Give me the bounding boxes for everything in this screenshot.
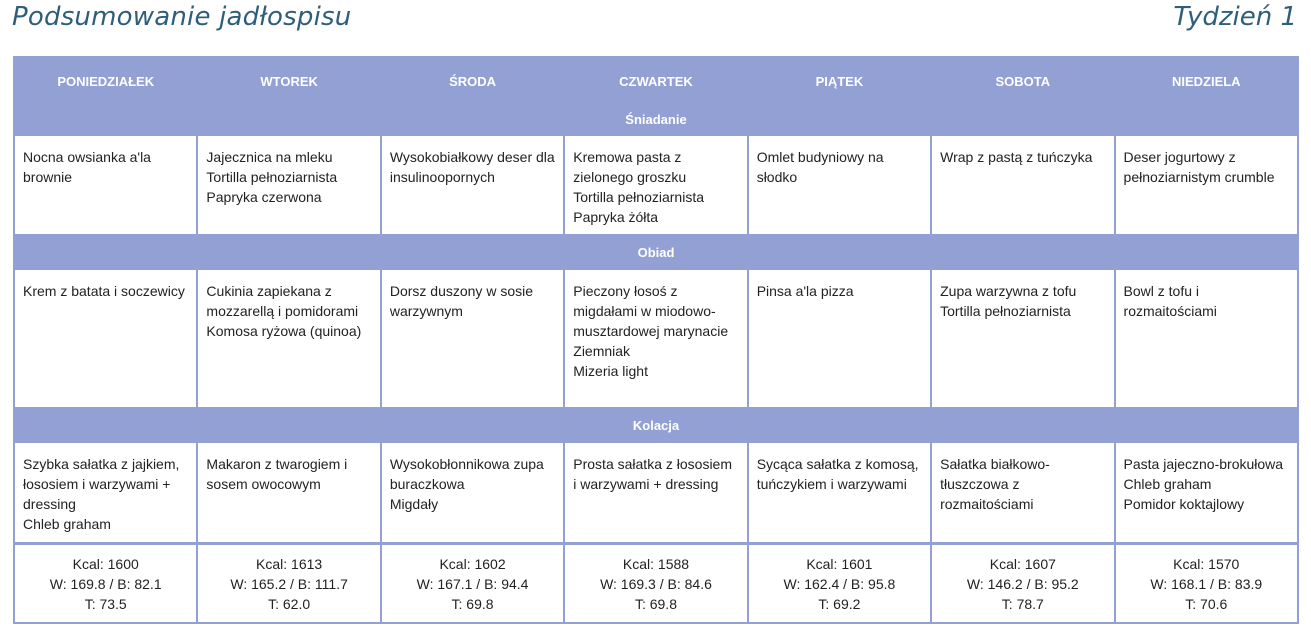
meal-item: Wysokobłonnikowa zupa buraczkowa bbox=[389, 456, 544, 492]
meal-row-breakfast bbox=[14, 135, 1298, 235]
meal-item: Pasta jajeczno-brokułowa bbox=[1123, 456, 1284, 472]
kcal-value: Kcal: 1602 bbox=[439, 556, 506, 572]
meal-item: Prosta sałatka z łososiem i warzywami + dressing bbox=[573, 456, 732, 492]
macro-wb-value: W: 168.1 / B: 83.9 bbox=[1150, 576, 1263, 592]
macro-t-value: T: 78.7 bbox=[1001, 596, 1044, 612]
meal-item: Papryka żółta bbox=[573, 209, 659, 225]
macro-t-value: T: 69.2 bbox=[818, 596, 861, 612]
day-header-monday: PONIEDZIAŁEK bbox=[14, 57, 197, 104]
meal-item: Pieczony łosoś z migdałami w miodowo-musztardowej marynacie bbox=[573, 283, 729, 339]
page-title: Podsumowanie jadłospisu bbox=[12, 2, 352, 32]
macro-t-value: T: 73.5 bbox=[84, 596, 127, 612]
kcal-value: Kcal: 1570 bbox=[1173, 556, 1240, 572]
meal-item: Zupa warzywna z tofu bbox=[940, 283, 1077, 299]
meal-cell bbox=[1115, 442, 1298, 544]
day-header-tuesday: WTOREK bbox=[197, 57, 380, 104]
day-header-thursday: CZWARTEK bbox=[564, 57, 747, 104]
totals-cell bbox=[931, 544, 1114, 624]
totals-cell bbox=[564, 544, 747, 624]
meal-item: Cukinia zapiekana z mozzarellą i pomidorami bbox=[206, 283, 359, 319]
kcal-value: Kcal: 1601 bbox=[806, 556, 873, 572]
macro-t-value: T: 69.8 bbox=[451, 596, 494, 612]
macro-wb-value: W: 169.8 / B: 82.1 bbox=[49, 576, 162, 592]
meal-cell bbox=[14, 442, 197, 544]
meal-cell bbox=[748, 442, 931, 544]
days-header-row bbox=[14, 57, 1298, 104]
meal-item: Papryka czerwona bbox=[206, 189, 322, 205]
meal-cell bbox=[381, 269, 564, 408]
meal-cell bbox=[931, 135, 1114, 235]
meal-item: Sycąca sałatka z komosą, tuńczykiem i warzywami bbox=[756, 456, 919, 492]
totals-cell bbox=[14, 544, 197, 624]
kcal-value: Kcal: 1607 bbox=[989, 556, 1056, 572]
meal-cell bbox=[1115, 269, 1298, 408]
meal-row-lunch bbox=[14, 269, 1298, 408]
meal-cell bbox=[931, 442, 1114, 544]
meal-item: Szybka sałatka z jajkiem, łososiem i warzywami + dressing bbox=[23, 456, 180, 512]
meal-cell bbox=[14, 135, 197, 235]
meal-item: Tortilla pełnoziarnista bbox=[940, 303, 1071, 319]
meal-item: Komosa ryżowa (quinoa) bbox=[206, 323, 362, 339]
macro-wb-value: W: 146.2 / B: 95.2 bbox=[966, 576, 1079, 592]
meal-item: Jajecznica na mleku bbox=[206, 149, 333, 165]
meal-item: Pomidor koktajlowy bbox=[1123, 496, 1245, 512]
totals-cell bbox=[748, 544, 931, 624]
macro-wb-value: W: 165.2 / B: 111.7 bbox=[230, 576, 348, 592]
section-label-dinner: Kolacja bbox=[14, 408, 1298, 442]
meal-item: Deser jogurtowy z pełnoziarnistym crumble bbox=[1123, 149, 1275, 185]
totals-cell bbox=[197, 544, 380, 624]
section-row-lunch bbox=[14, 235, 1298, 269]
meal-cell bbox=[197, 269, 380, 408]
macro-wb-value: W: 162.4 / B: 95.8 bbox=[783, 576, 896, 592]
meal-cell bbox=[748, 269, 931, 408]
day-header-saturday: SOBOTA bbox=[931, 57, 1114, 104]
meal-item: Migdały bbox=[389, 496, 439, 512]
macro-wb-value: W: 167.1 / B: 94.4 bbox=[416, 576, 529, 592]
macro-t-value: T: 62.0 bbox=[268, 596, 311, 612]
meal-cell bbox=[748, 135, 931, 235]
meal-cell bbox=[564, 135, 747, 235]
meal-item: Bowl z tofu i rozmaitościami bbox=[1123, 283, 1217, 319]
meal-item: Sałatka białkowo-tłuszczowa z rozmaitościami bbox=[940, 456, 1050, 512]
macro-t-value: T: 70.6 bbox=[1185, 596, 1228, 612]
section-row-breakfast bbox=[14, 104, 1298, 135]
meal-cell bbox=[381, 135, 564, 235]
meal-item: Makaron z twarogiem i sosem owocowym bbox=[206, 456, 348, 492]
macro-t-value: T: 69.8 bbox=[634, 596, 677, 612]
meal-cell bbox=[564, 442, 747, 544]
menu-table bbox=[13, 56, 1299, 624]
meal-item: Dorsz duszony w sosie warzywnym bbox=[389, 283, 534, 319]
totals-row bbox=[14, 544, 1298, 624]
day-header-friday: PIĄTEK bbox=[748, 57, 931, 104]
day-header-wednesday: ŚRODA bbox=[381, 57, 564, 104]
meal-item: Nocna owsianka a'la brownie bbox=[23, 149, 151, 185]
meal-row-dinner bbox=[14, 442, 1298, 544]
meal-item: Chleb graham bbox=[1123, 476, 1212, 492]
kcal-value: Kcal: 1600 bbox=[72, 556, 139, 572]
totals-cell bbox=[381, 544, 564, 624]
kcal-value: Kcal: 1613 bbox=[256, 556, 323, 572]
meal-cell bbox=[14, 269, 197, 408]
totals-cell bbox=[1115, 544, 1298, 624]
meal-item: Krem z batata i soczewicy bbox=[23, 283, 185, 299]
week-label: Tydzień 1 bbox=[1173, 2, 1297, 32]
meal-item: Wrap z pastą z tuńczyka bbox=[940, 149, 1093, 165]
section-row-dinner bbox=[14, 408, 1298, 442]
section-label-breakfast: Śniadanie bbox=[14, 104, 1298, 135]
meal-cell bbox=[381, 442, 564, 544]
meal-item: Omlet budyniowy na słodko bbox=[756, 149, 884, 185]
meal-item: Ziemniak bbox=[573, 343, 631, 359]
meal-item: Wysokobiałkowy deser dla insulinoopornych bbox=[389, 149, 555, 185]
meal-cell bbox=[1115, 135, 1298, 235]
meal-cell bbox=[197, 442, 380, 544]
meal-item: Chleb graham bbox=[23, 516, 111, 532]
day-header-sunday: NIEDZIELA bbox=[1115, 57, 1298, 104]
meal-item: Mizeria light bbox=[573, 363, 648, 379]
meal-item: Pinsa a'la pizza bbox=[756, 283, 854, 299]
meal-item: Tortilla pełnoziarnista bbox=[206, 169, 338, 185]
kcal-value: Kcal: 1588 bbox=[622, 556, 690, 572]
meal-item: Kremowa pasta z zielonego groszku bbox=[573, 149, 687, 185]
section-label-lunch: Obiad bbox=[14, 235, 1298, 269]
macro-wb-value: W: 169.3 / B: 84.6 bbox=[600, 576, 712, 592]
meal-cell bbox=[564, 269, 747, 408]
meal-cell bbox=[197, 135, 380, 235]
meal-item: Tortilla pełnoziarnista bbox=[573, 189, 704, 205]
meal-cell bbox=[931, 269, 1114, 408]
